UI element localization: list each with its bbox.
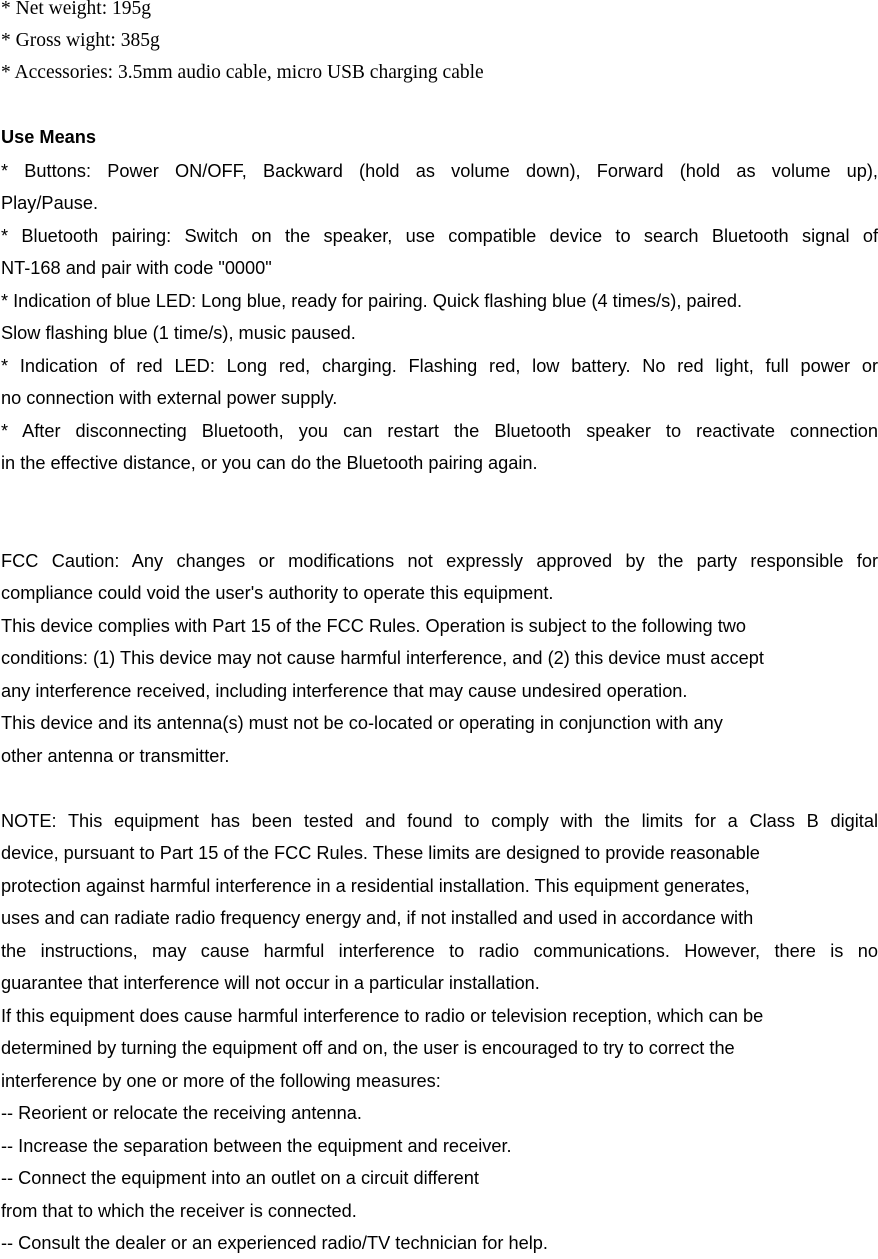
note-line: protection against harmful interference in a residential installation. This equipment generates, (1, 876, 750, 896)
fcc-line: FCC Caution: Any changes or modifications not expressly approved by the party responsible for (1, 551, 878, 571)
spec-accessories: * Accessories: 3.5mm audio cable, micro USB charging cable (1, 62, 484, 83)
note-line: -- Consult the dealer or an experienced radio/TV technician for help. (1, 1233, 548, 1253)
fcc-line: other antenna or transmitter. (1, 746, 230, 766)
use-means-line: Play/Pause. (1, 193, 99, 213)
note-line: uses and can radiate radio frequency energy and, if not installed and used in accordance with (1, 908, 754, 928)
note-line: If this equipment does cause harmful interference to radio or television reception, which can be (1, 1006, 764, 1026)
note-line: -- Connect the equipment into an outlet on a circuit different (1, 1168, 479, 1188)
note-line: -- Increase the separation between the equipment and receiver. (1, 1136, 512, 1156)
fcc-line: compliance could void the user's authority to operate this equipment. (1, 583, 554, 603)
note-line: determined by turning the equipment off and on, the user is encouraged to try to correct the (1, 1038, 735, 1058)
use-means-line: * After disconnecting Bluetooth, you can restart the Bluetooth speaker to reactivate connection (1, 421, 878, 441)
use-means-line: * Bluetooth pairing: Switch on the speaker, use compatible device to search Bluetooth signal of (1, 226, 878, 246)
note-line: from that to which the receiver is connected. (1, 1201, 357, 1221)
note-line: -- Reorient or relocate the receiving antenna. (1, 1103, 362, 1123)
note-line: NOTE: This equipment has been tested and found to comply with the limits for a Class B digital (1, 811, 878, 831)
note-line: guarantee that interference will not occur in a particular installation. (1, 973, 540, 993)
note-line: interference by one or more of the following measures: (1, 1071, 441, 1091)
use-means-line: * Indication of blue LED: Long blue, ready for pairing. Quick flashing blue (4 times/s), paired. (1, 291, 743, 311)
use-means-line: in the effective distance, or you can do the Bluetooth pairing again. (1, 453, 538, 473)
use-means-line: no connection with external power supply. (1, 388, 338, 408)
note-line: device, pursuant to Part 15 of the FCC Rules. These limits are designed to provide reasonable (1, 843, 760, 863)
use-means-line: * Indication of red LED: Long red, charging. Flashing red, low battery. No red light, full power or (1, 356, 878, 376)
use-means-line: Slow flashing blue (1 time/s), music paused. (1, 323, 356, 343)
fcc-line: This device complies with Part 15 of the FCC Rules. Operation is subject to the following two (1, 616, 747, 636)
note-line: the instructions, may cause harmful interference to radio communications. However, there is no (1, 941, 878, 961)
fcc-line: This device and its antenna(s) must not be co-located or operating in conjunction with any (1, 713, 723, 733)
use-means-heading: Use Means (1, 127, 97, 147)
use-means-line: NT-168 and pair with code "0000" (1, 258, 272, 278)
fcc-line: conditions: (1) This device may not cause harmful interference, and (2) this device must accept (1, 648, 764, 668)
fcc-line: any interference received, including interference that may cause undesired operation. (1, 681, 688, 701)
spec-net-weight: * Net weight: 195g (1, 0, 152, 19)
use-means-line: * Buttons: Power ON/OFF, Backward (hold as volume down), Forward (hold as volume up), (1, 161, 878, 181)
spec-gross-weight: * Gross wight: 385g (1, 30, 160, 51)
